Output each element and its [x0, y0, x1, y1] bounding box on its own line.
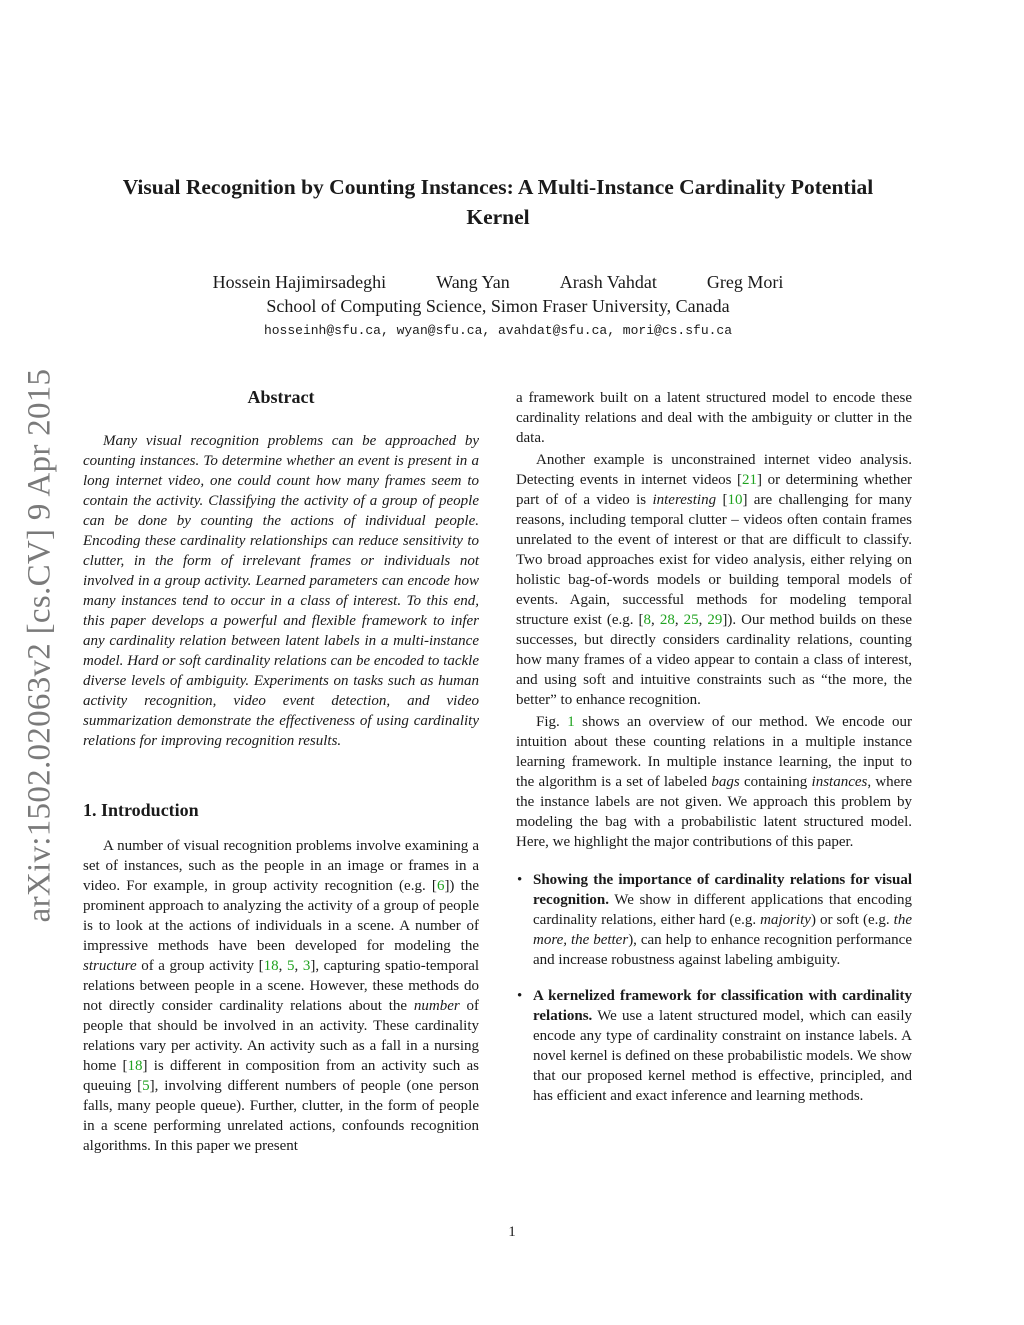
intro-paragraph-2: Another example is unconstrained internet video analysis. Detecting events in internet videos [21] or determining whether part of of a video is interesting [10] are challenging for many reasons, including temporal clutter – videos often contain frames unrelated to the event of interest or that are difficult to classify. Two broad approaches exist for video analysis, either relying on holistic bag-of-words models or building temporal models of events. Again, successful methods for modeling temporal structure exist (e.g. [8, 28, 25, 29]). Our method builds on these successes, but directly considers cardinality relations, counting how many frames of a video appear to contain a class of interest, and using soft and intuitive constraints such as “the more, the better” to enhance recognition. [516, 452, 913, 708]
citation-link[interactable]: 10 [727, 492, 743, 508]
arxiv-stamp-text: arXiv:1502.02063v2 [cs.CV] 9 Apr 2015 [21, 368, 58, 922]
citation-link[interactable]: 5 [142, 1078, 150, 1094]
right-column [516, 388, 912, 1122]
contribution-list [516, 870, 912, 1106]
left-column [83, 385, 479, 1156]
citation-link[interactable]: 5 [286, 958, 295, 974]
author-name: Hossein Hajimirsadeghi [212, 272, 387, 292]
paper-title: Visual Recognition by Counting Instances: A Multi-Instance Cardinality Potential Kernel [122, 175, 874, 229]
author-name: Arash Vahdat [559, 272, 657, 292]
citation-link[interactable]: 29 [707, 612, 723, 628]
contribution-item: • Showing the importance of cardinality relations for visual recognition. We show in different applications that encoding cardinality relations, either hard (e.g. majority) or soft (e.g. the more, the better), can help to enhance recognition performance and increase robustness against labeling ambiguity. [516, 870, 912, 970]
page-number: 1 [508, 1224, 516, 1240]
citation-link[interactable]: 6 [436, 878, 445, 894]
citation-link[interactable]: 8 [643, 612, 652, 628]
intro-paragraph-1-continued: a framework built on a latent structured model to encode these cardinality relations and deal with the ambiguity or clutter in the data. [516, 390, 912, 446]
abstract-text: Many visual recognition problems can be approached by counting instances. To determine whether an event is present in a long internet video, one could count how many frames seem to contain the activity. Classifying the activity of a group of people can be done by counting the actions of individual people. Encoding these cardinality relationships can reduce sensitivity to clutter, in the form of irrelevant frames or individuals not involved in a group activity. Learned parameters can encode how many instances tend to occur in a class of interest. To this end, this paper develops a powerful and flexible framework to infer any cardinality relation between latent labels in a multi-instance model. Hard or soft cardinality relations can be encoded to tackle diverse levels of ambiguity. Experiments on tasks such as human activity recognition, video event detection, and video summarization demonstrate the effectiveness of using cardinality relations for improving recognition results. [83, 433, 479, 749]
intro-paragraph-3: Fig. 1 shows an overview of our method. We encode our intuition about these counting relations in a multiple instance learning framework. In multiple instance learning, the input to the algorithm is a set of labeled bags containing instances, where the instance labels are not given. We approach this problem by modeling the bag with a probabilistic latent structured model. Here, we highlight the major contributions of this paper. [516, 714, 912, 850]
figure-link[interactable]: 1 [567, 714, 575, 730]
citation-link[interactable]: 25 [683, 612, 699, 628]
author-name: Greg Mori [706, 272, 784, 292]
citation-link[interactable]: 18 [127, 1058, 143, 1074]
citation-link[interactable]: 18 [263, 958, 279, 974]
citation-link[interactable]: 21 [742, 472, 758, 488]
abstract-heading: Abstract [247, 387, 315, 407]
author-name: Wang Yan [436, 272, 510, 292]
contribution-item: • A kernelized framework for classification with cardinality relations. We use a latent structured model, which can easily encode any type of cardinality constraint on instance labels. A novel kernel is defined on these probabilistic models. We show that our proposed kernel method is effective, principled, and has efficient and exact inference and learning methods. [516, 986, 912, 1106]
citation-link[interactable]: 28 [659, 612, 675, 628]
arxiv-stamp [20, 360, 60, 930]
affiliation: School of Computing Science, Simon Fraser University, Canada [266, 296, 730, 316]
author-list [110, 270, 886, 294]
author-emails: hosseinh@sfu.ca, wyan@sfu.ca, avahdat@sfu.ca, mori@cs.sfu.ca [263, 323, 733, 338]
section-heading-introduction: 1. Introduction [83, 800, 199, 820]
intro-paragraph-1: A number of visual recognition problems involve examining a set of instances, such as the people in an image or frames in a video. For example, in group activity recognition (e.g. [6]) the prominent approach to analyzing the activity of a group of people is to look at the actions of individuals in a scene. A number of impressive methods have been developed for modeling the structure of a group activity [18, 5, 3], capturing spatio-temporal relations between people in a scene. However, these methods do not directly consider cardinality relations about the number of people that should be involved in an activity. These cardinality relations vary per activity. An activity such as a fall in a nursing home [18] is different in composition from an activity such as queuing [5], involving different numbers of people (one person falls, many people queue). Further, clutter, in the form of people in a scene performing unrelated actions, confounds recognition algorithms. In this paper we present [83, 838, 480, 1154]
citation-link[interactable]: 3 [302, 958, 311, 974]
